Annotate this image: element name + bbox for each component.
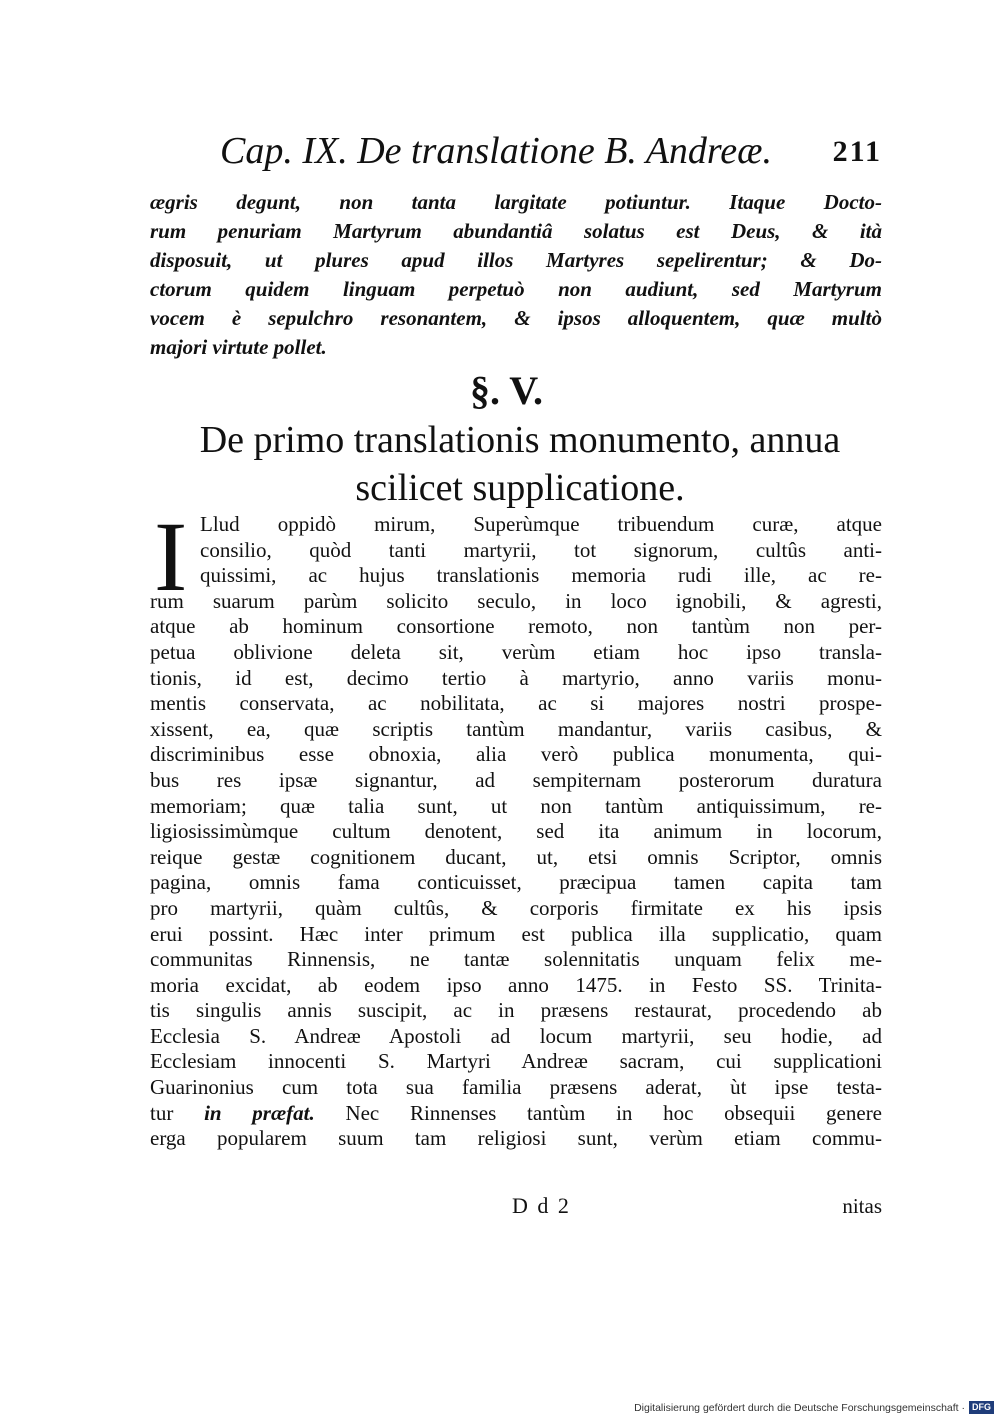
- body-line: Guarinonius cum tota sua familia præsens aderat, ùt ipse testa-: [150, 1075, 882, 1100]
- body-line: Llud oppidò mirum, Superùmque tribuendum curæ, atque: [200, 512, 882, 536]
- italic-line: majori virtute pollet.: [150, 335, 327, 359]
- body-line: quissimi, ac hujus translationis memoria rudi ille, ac re-: [200, 563, 882, 588]
- body-line: erga popularem suum tam religiosi sunt, verùm etiam commu-: [150, 1126, 882, 1151]
- dfg-logo: DFG: [969, 1401, 994, 1414]
- italic-line: ctorum quidem linguam perpetuò non audiunt, sed Martyrum: [150, 277, 882, 301]
- body-line: xissent, ea, quæ scriptis tantùm mandantur, variis casibus, &: [150, 716, 882, 741]
- signature-mark: D d 2: [512, 1193, 571, 1218]
- section-heading: [140, 416, 900, 512]
- heading-line: De primo translationis monumento, annua: [199, 419, 841, 461]
- body-line: bus res ipsæ signantur, ad sempiternam posterorum duratura: [150, 767, 882, 792]
- footer-text: Digitalisierung gefördert durch die Deutsche Forschungsgemeinschaft ·: [634, 1402, 965, 1414]
- drop-cap: I: [154, 501, 188, 612]
- body-line-with-italic: [150, 1101, 882, 1127]
- page-number: 211: [832, 135, 882, 168]
- body-line: erui possint. Hæc inter primum est publica illa supplicatio, quam: [150, 921, 882, 946]
- body-line: atque ab hominum consortione remoto, non tantùm non per-: [150, 614, 882, 639]
- body-line: reique gestæ cognitionem ducant, ut, etsi omnis Scriptor, omnis: [150, 844, 882, 869]
- italic-line: disposuit, ut plures apud illos Martyres sepelirentur; & Do-: [150, 248, 882, 272]
- italic-line: vocem è sepulchro resonantem, & ipsos alloquentem, quæ multò: [150, 306, 882, 330]
- body-line: tis singulis annis suscipit, ac in præsens restaurat, procedendo ab: [150, 998, 882, 1023]
- body-line: pagina, omnis fama conticuisset, præcipua tamen capita tam: [150, 870, 882, 895]
- line-text: tur: [150, 1100, 205, 1125]
- body-paragraph: [150, 501, 883, 1152]
- body-line: Ecclesiam innocenti S. Martyri Andreæ sacram, cui supplicationi: [150, 1049, 882, 1074]
- body-line: Ecclesia S. Andreæ Apostoli ad locum martyrii, seu hodie, ad: [150, 1023, 882, 1048]
- body-line: mentis conservata, ac nobilitata, ac si majores nostri prospe-: [150, 691, 882, 716]
- body-line: communitas Rinnensis, ne tantæ solennitatis unquam felix me-: [150, 947, 882, 972]
- body-line: tionis, id est, decimo tertio à martyrio, anno variis monu-: [150, 665, 882, 690]
- section-mark: §. V.: [470, 368, 544, 413]
- body-line: moria excidat, ab eodem ipso anno 1475. in Festo SS. Trinita-: [150, 972, 882, 997]
- heading-line: scilicet supplicatione.: [355, 467, 685, 509]
- running-title: Cap. IX. De translatione B. Andreæ.: [220, 130, 773, 172]
- digitization-footer: [634, 1401, 994, 1415]
- body-line: memoriam; quæ talia sunt, ut non tantùm antiquissimum, re-: [150, 793, 882, 818]
- catchword: nitas: [842, 1194, 882, 1218]
- italic-reference: in præfat.: [204, 1100, 315, 1125]
- line-text: Nec Rinnenses tantùm in hoc obsequii genere: [314, 1100, 883, 1125]
- body-line: ligiosissimùmque cultum denotent, sed ita animum in locorum,: [150, 819, 882, 844]
- body-line: rum suarum parùm solicito seculo, in loco ignobili, & agresti,: [150, 588, 882, 613]
- catchline: [150, 1192, 882, 1222]
- body-line: pro martyrii, quàm cultûs, & corporis firmitate ex his ipsis: [150, 895, 882, 920]
- italic-paragraph: [150, 188, 882, 362]
- body-line: discriminibus esse obnoxia, alia verò publica monumenta, qui-: [150, 742, 882, 767]
- running-head: [150, 128, 882, 178]
- italic-line: ægris degunt, non tanta largitate potiuntur. Itaque Docto-: [150, 190, 882, 214]
- italic-line: rum penuriam Martyrum abundantiâ solatus est Deus, & ità: [150, 219, 882, 243]
- body-line: consilio, quòd tanti martyrii, tot signorum, cultûs anti-: [200, 537, 882, 562]
- body-line: petua oblivione deleta sit, verùm etiam hoc ipso transla-: [150, 639, 882, 664]
